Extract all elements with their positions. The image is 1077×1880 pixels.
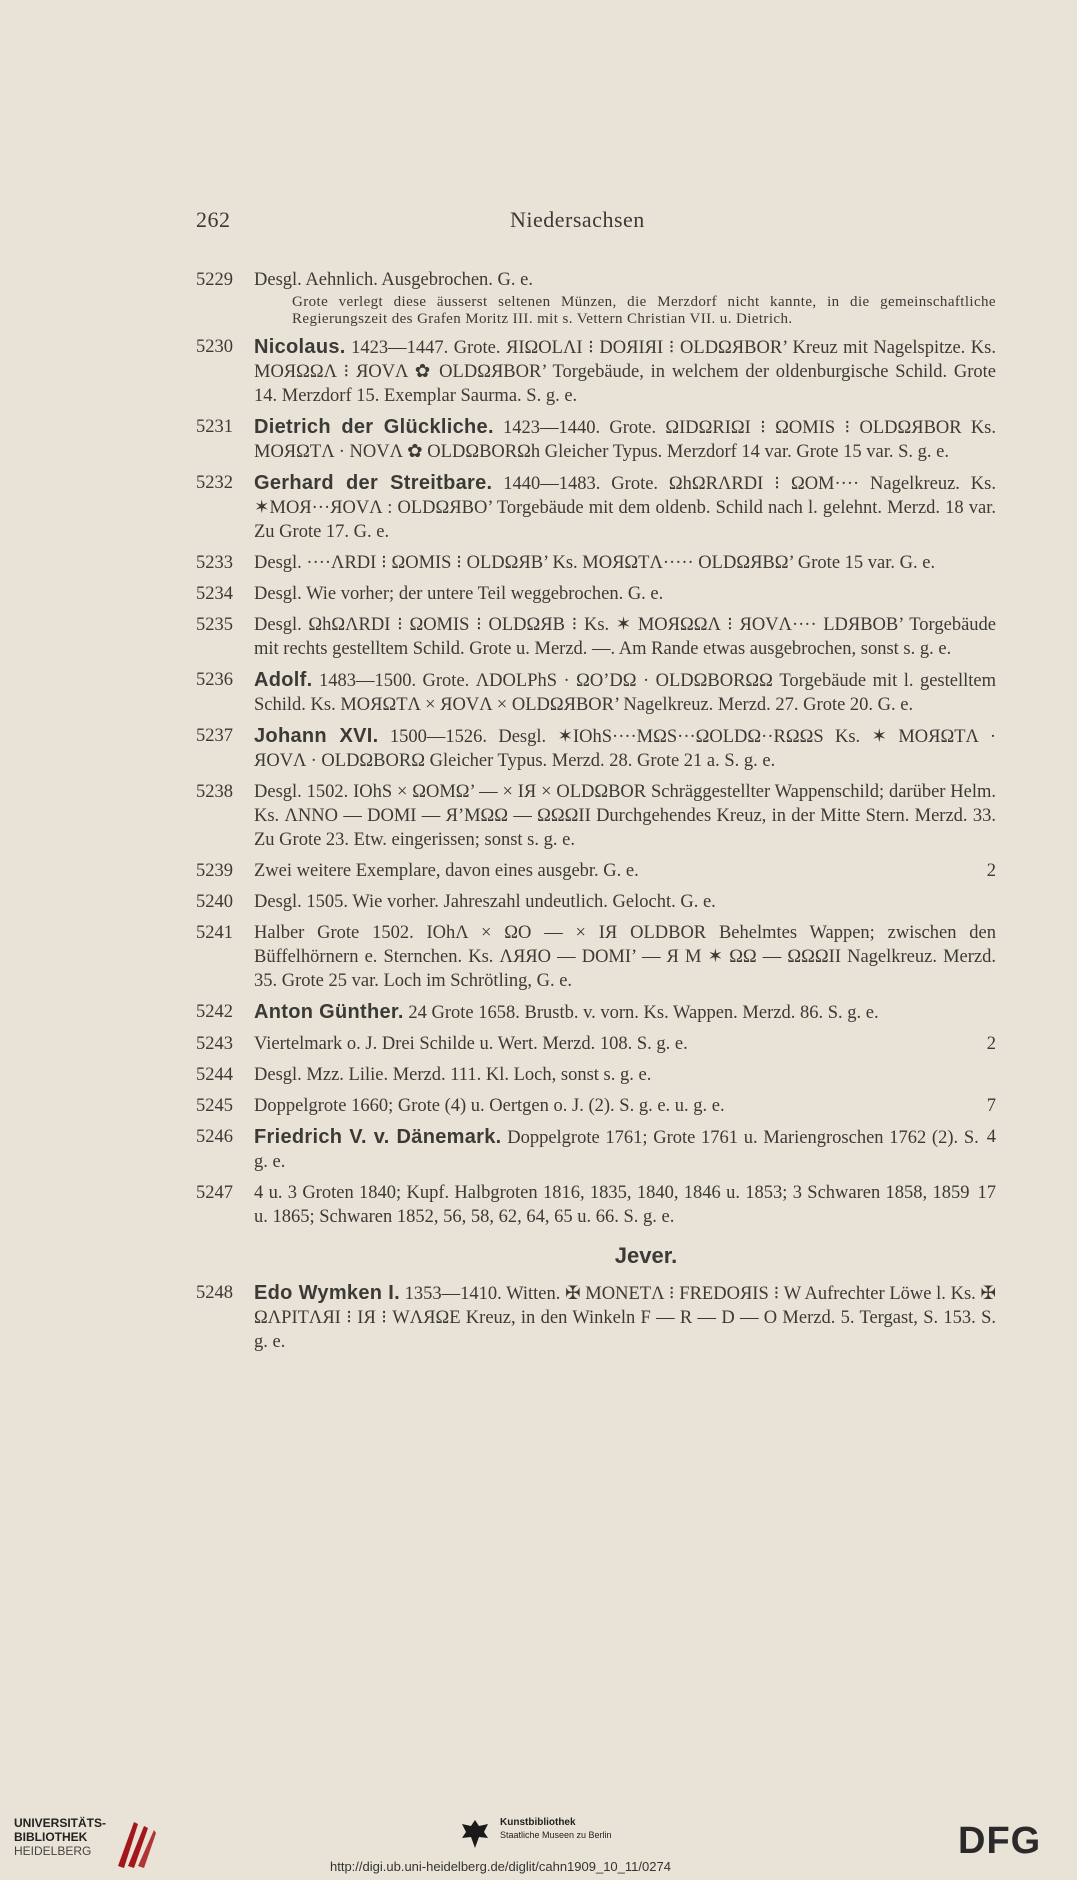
entry-description: 24 Grote 1658. Brustb. v. vorn. Ks. Wappen. Merzd. 86. S. g. e.: [408, 1003, 879, 1023]
catalog-entry: [196, 335, 996, 408]
ub-heidelberg-emblem-icon: [114, 1816, 158, 1872]
catalog-entry: [196, 859, 996, 883]
catalog-entry: [196, 471, 996, 544]
catalog-entry: [196, 668, 996, 717]
catalog-entry: [196, 1063, 996, 1087]
entry-ruler-name: Anton Günther.: [254, 1001, 404, 1023]
entry-number: 5239: [196, 861, 233, 881]
entry-description: Zwei weitere Exemplare, davon eines ausgebr. G. e.: [254, 861, 639, 881]
entry-number: 5246: [196, 1127, 233, 1147]
entry-number: 5232: [196, 473, 233, 493]
page-header: [0, 207, 1077, 237]
entry-count: 17: [977, 1183, 996, 1203]
section-heading: Jever.: [614, 1243, 678, 1268]
permalink-url[interactable]: http://digi.ub.uni-heidelberg.de/diglit/cahn1909_10_11/0274: [330, 1859, 671, 1874]
catalog-entry: [196, 1032, 996, 1056]
catalog-entry: [196, 613, 996, 661]
entry-number: 5238: [196, 782, 233, 802]
catalog-entry: [196, 268, 996, 328]
entry-count: 2: [986, 861, 996, 881]
running-title: Niedersachsen: [510, 207, 645, 232]
catalog-entry: [196, 1281, 996, 1354]
entry-description: 1353—1410. Witten. ✠ MONETΛ ⁝ FREDOЯIS ⁝ W Aufrechter Löwe l. Ks. ✠ ΩΛPITΛЯI ⁝ IЯ ⁝ WΛЯΩE Kreuz, in den Winkeln F — R — D — O Merzd. 5. Tergast, S. 153. S. g. e.: [254, 1284, 997, 1352]
catalog-entry: [196, 551, 996, 575]
entry-count: 4: [986, 1127, 996, 1147]
entry-description: Halber Grote 1502. IOhΛ × ΩO — × IЯ OLDBOR Behelmtes Wappen; zwischen den Büffelhörnern e. Sternchen. Ks. ΛЯЯO — DOMI’ — Я M ✶ ΩΩ — ΩΩΩII Nagelkreuz. Merzd. 35. Grote 25 var. Loch im Schrötling, G. e.: [254, 923, 996, 991]
entry-description: 1440—1483. Grote. ΩhΩRΛRDI ⁝ ΩOM···· Nagelkreuz. Ks. ✶MOЯ···ЯOVΛ : OLDΩЯBO’ Torgebäude mit dem oldenb. Schild nach l. gelehnt. Merzd. 18 var. Zu Grote 17. G. e.: [254, 474, 996, 542]
entry-ruler-name: Friedrich V. v. Dänemark.: [254, 1126, 502, 1148]
catalog-entry: [196, 1181, 996, 1229]
entry-ruler-name: Edo Wymken I.: [254, 1282, 400, 1304]
page-number: 262: [196, 207, 231, 232]
catalog-entry: [196, 1125, 996, 1174]
catalog-entry: [196, 1094, 996, 1118]
entry-number: 5231: [196, 417, 233, 437]
entry-ruler-name: Nicolaus.: [254, 336, 346, 358]
kunstbibliothek-logo[interactable]: [460, 1816, 640, 1856]
entry-count: 7: [986, 1096, 996, 1116]
entry-number: 5235: [196, 615, 233, 635]
entry-description: 1500—1526. Desgl. ✶IOhS····MΩS···ΩOLDΩ··RΩΩS Ks. ✶ MOЯΩTΛ · ЯOVΛ · OLDΩBORΩ Gleicher Typus. Merzd. 28. Grote 21 a. S. g. e.: [254, 727, 997, 771]
entry-number: 5240: [196, 892, 233, 912]
kb-line-1: Kunstbibliothek: [500, 1817, 576, 1828]
entry-number: 5230: [196, 337, 233, 357]
entry-ruler-name: Johann XVI.: [254, 725, 379, 747]
ub-line-3: HEIDELBERG: [14, 1844, 92, 1858]
ub-heidelberg-logo[interactable]: [14, 1816, 164, 1872]
entry-description: Desgl. Mzz. Lilie. Merzd. 111. Kl. Loch, sonst s. g. e.: [254, 1065, 652, 1085]
ub-line-1: UNIVERSITÄTS-: [14, 1816, 107, 1830]
entry-description: Viertelmark o. J. Drei Schilde u. Wert. Merzd. 108. S. g. e.: [254, 1034, 688, 1054]
catalog-entry: [196, 780, 996, 852]
eagle-icon: [460, 1818, 490, 1850]
entry-footnote: Grote verlegt diese äusserst seltenen Münzen, die Merzdorf nicht kannte, in die gemeinschaftliche Regierungszeit des Grafen Moritz III. mit s. Vettern Christian VII. u. Dietrich.: [292, 294, 996, 327]
entry-number: 5242: [196, 1002, 233, 1022]
catalog-entry: [196, 582, 996, 606]
entry-number: 5245: [196, 1096, 233, 1116]
entry-number: 5236: [196, 670, 233, 690]
entry-ruler-name: Gerhard der Streitbare.: [254, 472, 493, 494]
entry-description: Desgl. 1502. IOhS × ΩOMΩ’ — × IЯ × OLDΩBOR Schräggestellter Wappenschild; darüber Helm. Ks. ΛNNO — DOMI — Я’MΩΩ — ΩΩΩII Durchgehendes Kreuz, in der Mitte Stern. Merzd. 33. Zu Grote 23. Etw. eingerissen; sonst s. g. e.: [254, 782, 996, 850]
entry-ruler-name: Dietrich der Glückliche.: [254, 416, 494, 438]
footer: [0, 1800, 1077, 1880]
entry-number: 5248: [196, 1283, 233, 1303]
entry-description: Desgl. Aehnlich. Ausgebrochen. G. e.: [254, 270, 533, 290]
entry-number: 5243: [196, 1034, 233, 1054]
catalog-entry: [196, 724, 996, 773]
catalog-entry: [196, 890, 996, 914]
entry-description: 1423—1447. Grote. ЯIΩOLΛI ⁝ DOЯIЯI ⁝ OLDΩЯBOR’ Kreuz mit Nagelspitze. Ks. MOЯΩΩΛ ⁝ ЯOVΛ ✿ OLDΩЯBOR’ Torgebäude, in welchem der oldenburgische Schild. Grote 14. Merzdorf 15. Exemplar Saurma. S. g. e.: [254, 338, 996, 406]
entry-description: Desgl. Wie vorher; der untere Teil weggebrochen. G. e.: [254, 584, 664, 604]
entry-description: Desgl. ΩhΩΛRDI ⁝ ΩOMIS ⁝ OLDΩЯB ⁝ Ks. ✶ MOЯΩΩΛ ⁝ ЯOVΛ···· LDЯBOB’ Torgebäude mit rechts gestelltem Schild. Grote u. Merzd. —. Am Rande etwas ausgebrochen, sonst s. g. e.: [254, 615, 996, 659]
entry-ruler-name: Adolf.: [254, 669, 313, 691]
entry-count: 2: [986, 1034, 996, 1054]
catalog-entries: [196, 268, 996, 1361]
entry-number: 5241: [196, 923, 233, 943]
ub-heidelberg-wordmark: [14, 1816, 106, 1858]
entry-number: 5247: [196, 1183, 233, 1203]
dfg-logo[interactable]: DFG: [958, 1820, 1042, 1862]
entry-description: Doppelgrote 1660; Grote (4) u. Oertgen o. J. (2). S. g. e. u. g. e.: [254, 1096, 725, 1116]
kb-line-2: Staatliche Museen zu Berlin: [500, 1830, 612, 1840]
kunstbibliothek-wordmark: [500, 1816, 612, 1841]
entry-description: 1483—1500. Grote. ΛDOLPhS · ΩO’DΩ · OLDΩBORΩΩ Torgebäude mit l. gestelltem Schild. Ks. MOЯΩTΛ × ЯOVΛ × OLDΩЯBOR’ Nagelkreuz. Merzd. 27. Grote 20. G. e.: [254, 671, 997, 715]
entry-description: 4 u. 3 Groten 1840; Kupf. Halbgroten 1816, 1835, 1840, 1846 u. 1853; 3 Schwaren 1858, 1859 u. 1865; Schwaren 1852, 56, 58, 62, 64, 65 u. 66. S. g. e.: [254, 1183, 970, 1227]
entry-number: 5229: [196, 270, 233, 290]
catalog-entry: [196, 415, 996, 464]
entry-number: 5233: [196, 553, 233, 573]
ub-line-2: BIBLIOTHEK: [14, 1830, 88, 1844]
entry-number: 5237: [196, 726, 233, 746]
entry-description: Doppelgrote 1761; Grote 1761 u. Mariengroschen 1762 (2). S. g. e.: [254, 1128, 979, 1172]
entry-description: Desgl. ····ΛRDI ⁝ ΩOMIS ⁝ OLDΩЯB’ Ks. MOЯΩTΛ····· OLDΩЯBΩ’ Grote 15 var. G. e.: [254, 553, 936, 573]
entry-number: 5244: [196, 1065, 233, 1085]
entry-description: 1423—1440. Grote. ΩIDΩRIΩI ⁝ ΩOMIS ⁝ OLDΩЯBOR Ks. MOЯΩTΛ · NOVΛ ✿ OLDΩBORΩh Gleicher Typus. Merzdorf 14 var. Grote 15 var. S. g. e.: [254, 418, 997, 462]
catalog-entry: [196, 921, 996, 993]
entry-number: 5234: [196, 584, 233, 604]
entry-description: Desgl. 1505. Wie vorher. Jahreszahl undeutlich. Gelocht. G. e.: [254, 892, 716, 912]
catalog-entry: [196, 1000, 996, 1025]
